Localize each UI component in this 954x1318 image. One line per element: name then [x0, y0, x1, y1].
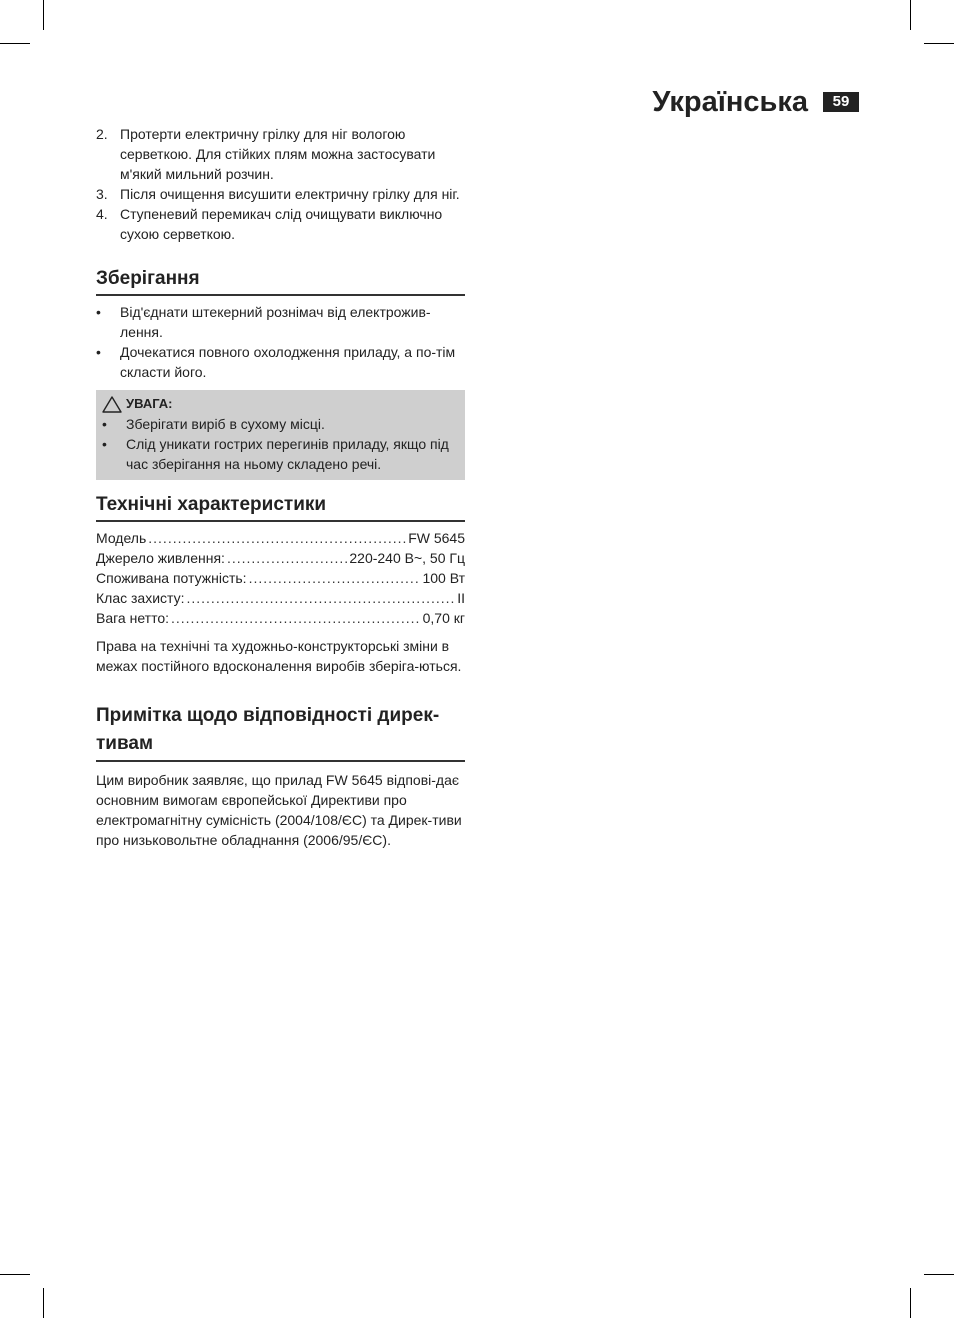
list-item — [96, 184, 465, 204]
spec-row — [96, 568, 465, 588]
warning-item-text: Слід уникати гострих перегинів приладу, якщо під час зберігання на ньому складено речі. — [126, 436, 449, 472]
page-language-title: Українська — [652, 86, 808, 118]
step-number: 3. — [96, 186, 108, 202]
crop-mark — [910, 0, 911, 30]
storage-item-text: Від'єднати штекерний рознімач від електрожив-лення. — [120, 304, 431, 340]
spec-row — [96, 588, 465, 608]
storage-item-text: Дочекатися повного охолодження приладу, а по-тім скласти його. — [120, 344, 456, 380]
spec-row — [96, 528, 465, 548]
warning-item-text: Зберігати виріб в сухому місці. — [126, 416, 325, 432]
crop-mark — [924, 43, 954, 44]
storage-heading: Зберігання — [96, 266, 465, 296]
main-column — [96, 124, 465, 850]
list-item — [96, 204, 465, 244]
list-item — [96, 302, 465, 342]
bullet: • — [96, 344, 101, 360]
dot-leader — [148, 528, 406, 548]
spec-value: FW 5645 — [408, 530, 465, 546]
crop-mark — [43, 1288, 44, 1318]
step-number: 2. — [96, 126, 108, 142]
bullet: • — [102, 416, 107, 432]
conformity-heading: Примітка щодо відповідності дирек-тивам — [96, 702, 465, 762]
crop-mark — [0, 43, 30, 44]
specs-note: Права на технічні та художньо-конструкторські зміни в межах постійного вдосконалення виробів зберіга-ються. — [96, 638, 462, 674]
cleaning-steps-list — [96, 124, 465, 244]
crop-mark — [924, 1274, 954, 1275]
dot-leader — [186, 588, 455, 608]
list-item — [102, 414, 457, 434]
spec-value: II — [457, 590, 465, 606]
dot-leader — [227, 548, 347, 568]
step-text: Протерти електричну грілку для ніг вологою серветкою. Для стійких плям можна застосувати м'який мильний розчин. — [120, 126, 436, 182]
dot-leader — [249, 568, 421, 588]
spec-value: 0,70 кг — [422, 610, 465, 626]
list-item — [96, 342, 465, 382]
specs-table — [96, 528, 465, 628]
spec-label: Клас захисту: — [96, 590, 185, 606]
list-item — [102, 434, 457, 474]
bullet: • — [102, 436, 107, 452]
spec-label: Джерело живлення: — [96, 550, 225, 566]
spec-label: Споживана потужність: — [96, 570, 247, 586]
crop-mark — [910, 1288, 911, 1318]
spec-row — [96, 548, 465, 568]
warning-triangle-icon — [102, 396, 122, 413]
warning-label: УВАГА: — [126, 396, 173, 411]
spec-row — [96, 608, 465, 628]
spec-label: Модель — [96, 530, 147, 546]
warning-list — [102, 414, 457, 474]
storage-list — [96, 302, 465, 382]
spec-label: Вага нетто: — [96, 610, 169, 626]
step-text: Ступеневий перемикач слід очищувати виключно сухою серветкою. — [120, 206, 443, 242]
step-text: Після очищення висушити електричну грілку для ніг. — [120, 186, 460, 202]
crop-mark — [0, 1274, 30, 1275]
warning-header — [102, 394, 457, 414]
conformity-text: Цим виробник заявляє, що прилад FW 5645 відпові-дає основним вимогам європейської Директиви про електромагнітну сумісність (2004/108/ЄС) та Дирек-тиви про низьковольтне обладнання (2006/95/ЄС). — [96, 772, 462, 848]
specs-heading: Технічні характеристики — [96, 492, 465, 522]
page-number-badge: 59 — [823, 92, 859, 112]
warning-box — [96, 390, 465, 480]
step-number: 4. — [96, 206, 108, 222]
spec-value: 100 Вт — [422, 570, 465, 586]
dot-leader — [171, 608, 421, 628]
spec-value: 220-240 В~, 50 Гц — [349, 550, 465, 566]
crop-mark — [43, 0, 44, 30]
list-item — [96, 124, 465, 184]
bullet: • — [96, 304, 101, 320]
